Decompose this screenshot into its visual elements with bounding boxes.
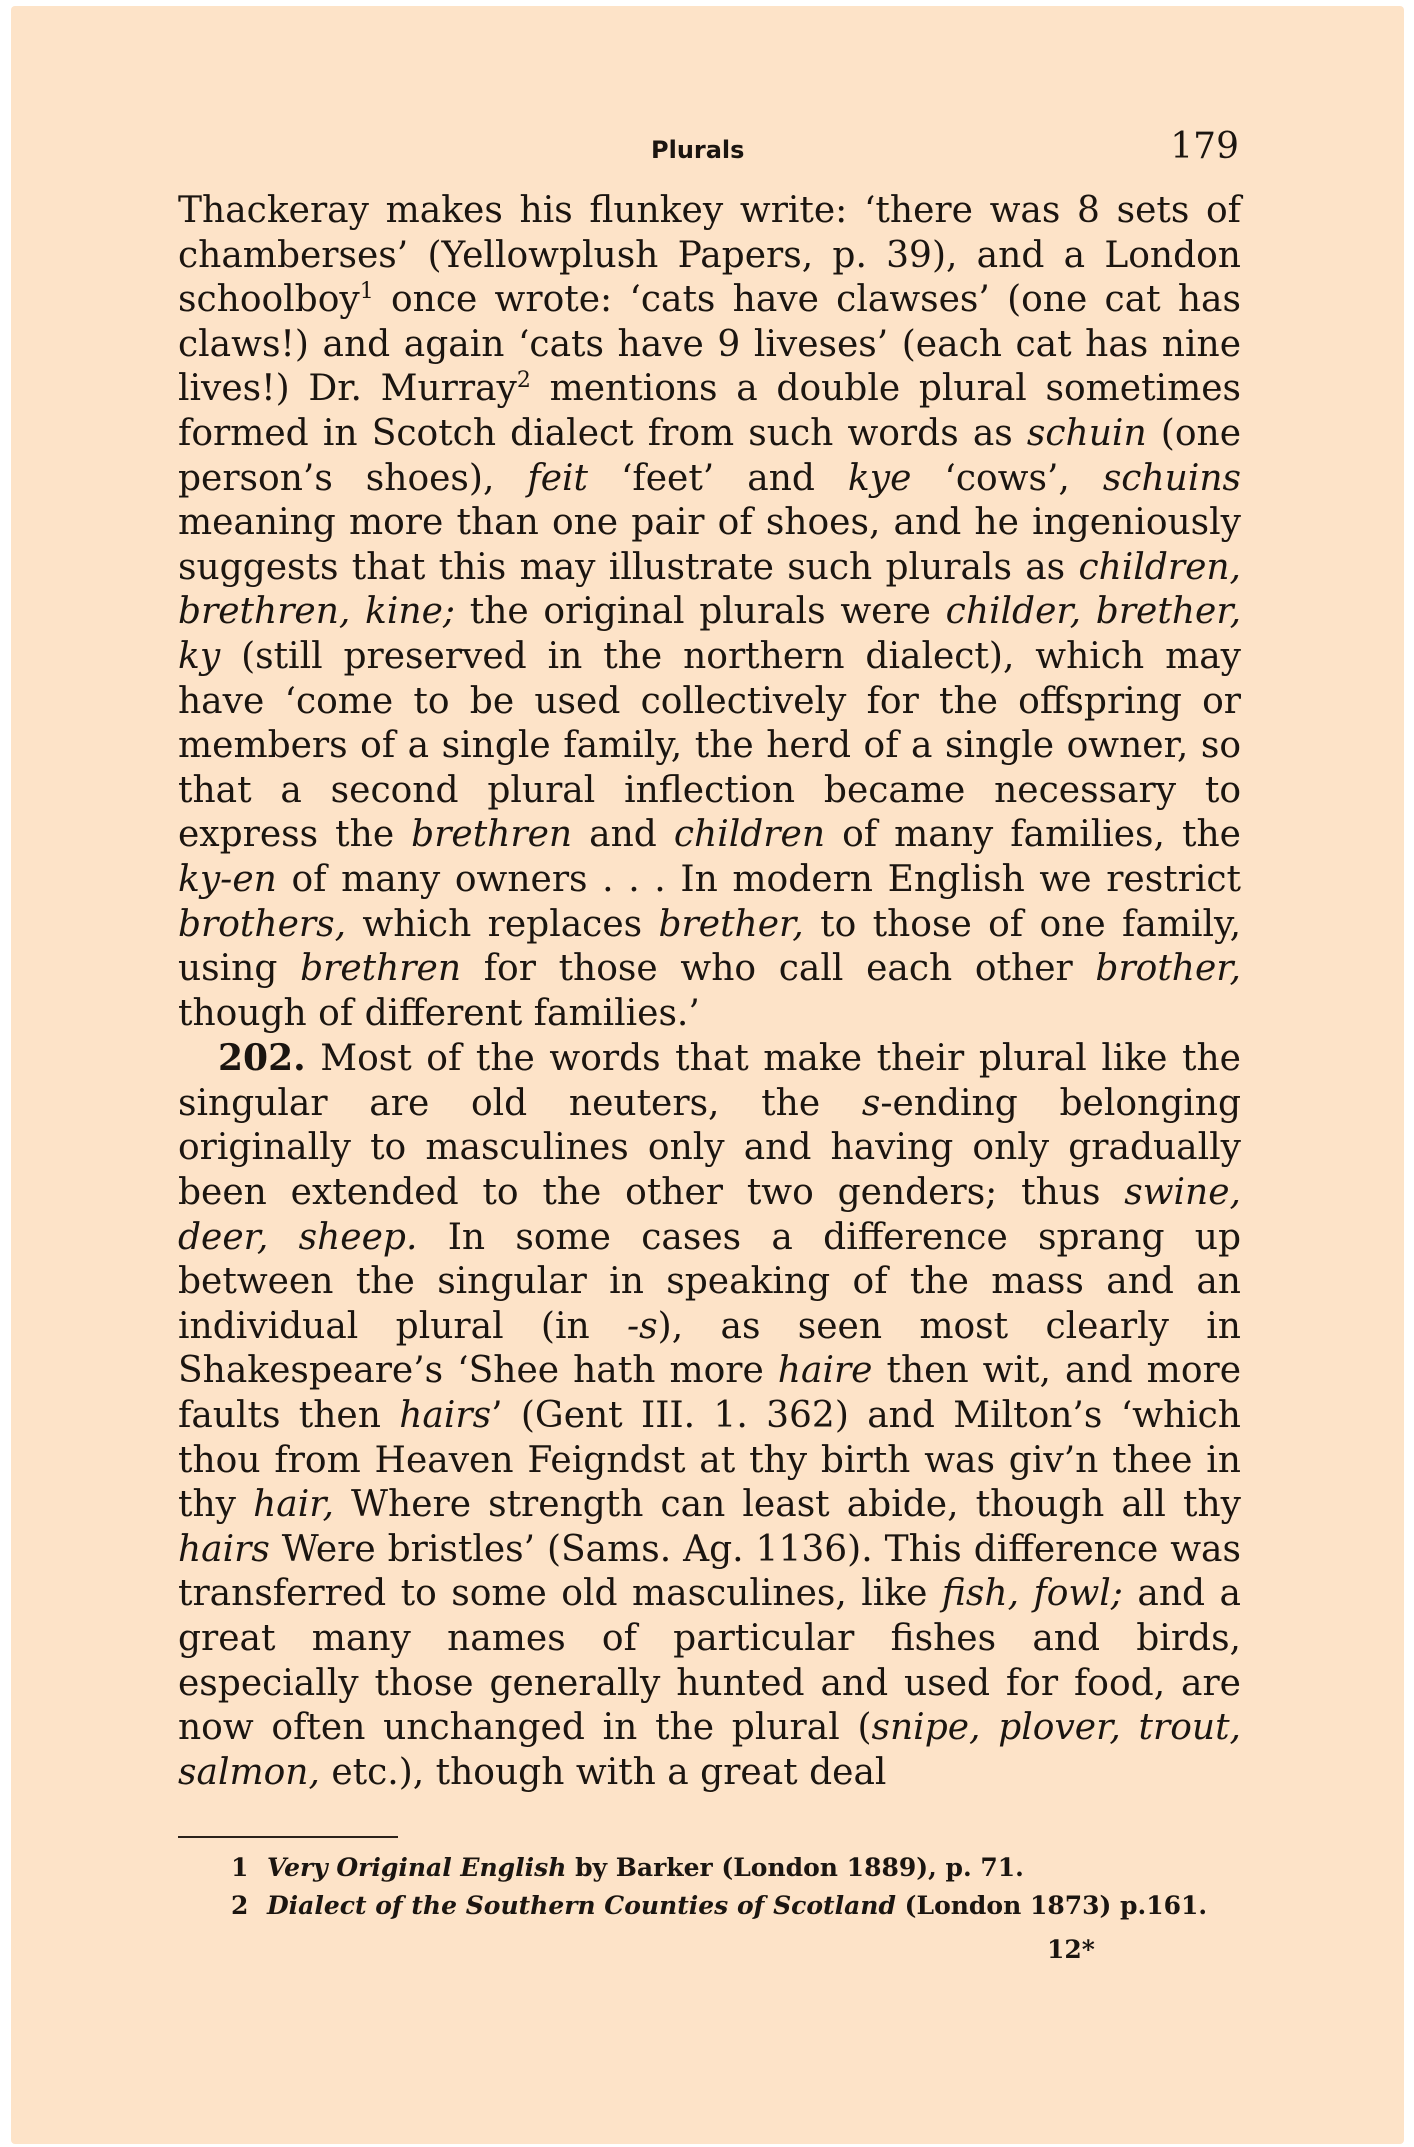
italic-term: haire — [777, 1350, 873, 1392]
italic-term: snipe, plover, trout, salmon, — [178, 1707, 1241, 1793]
text-run: then wit, and more faults then — [178, 1350, 1241, 1437]
footnote-rule — [178, 1836, 398, 1838]
text-run: (still preserved in the northern dialect), which may have ‘come to be used collectively for the offspring or members of a single family, the herd of a single owner, so that a second plural inflection became necessary to express the — [178, 635, 1241, 856]
continued-paragraph — [178, 189, 1241, 1036]
book-page — [11, 6, 1404, 2144]
italic-term: children — [673, 814, 826, 856]
italic-term: brothers, — [178, 903, 347, 945]
text-run: ‘feet’ and — [587, 457, 848, 499]
footnote-ref: 1 — [359, 279, 374, 305]
page-number: 179 — [1170, 126, 1239, 167]
italic-term: children, brethren, kine; — [178, 546, 1241, 633]
footnote-text: by Barker (London 1889), p. 71. — [566, 1853, 1024, 1882]
footnote-text: (London 1873) p.161. — [895, 1891, 1208, 1920]
footnote-2 — [231, 1887, 1241, 1925]
text-run: once wrote: ‘cats have clawses’ (one cat has claws!) and again ‘cats have 9 liveses’ (each cat has nine lives!) Dr. Murray — [178, 279, 1241, 410]
italic-term: brethren — [411, 814, 573, 856]
text-run: meaning more than one pair of shoes, and he ingeniously suggests that this may illustrate such plurals as — [178, 502, 1241, 588]
text-run: -ending belonging originally to masculines only and having only gradually been extended to the other two genders; thus — [178, 1082, 1242, 1214]
text-run: which replaces — [346, 903, 659, 945]
italic-term: ky-en — [178, 858, 277, 900]
text-run: to those of one family, using — [178, 903, 1242, 990]
italic-term: s — [861, 1082, 881, 1124]
italic-term: hair, — [253, 1484, 334, 1526]
text-run: ‘cows’, — [911, 457, 1103, 499]
italic-term: schuins — [1102, 457, 1241, 499]
section-paragraph — [178, 1036, 1241, 1795]
text-run: of many families, the — [825, 814, 1241, 856]
italic-term: -s — [627, 1305, 658, 1347]
text-run: ), as seen most clearly in Shakespeare’s ‘Shee hath more — [178, 1305, 1241, 1392]
italic-term: swine, deer, sheep. — [178, 1172, 1241, 1258]
footnote-1 — [231, 1849, 1241, 1887]
text-run: and — [572, 814, 674, 856]
italic-term: brether, — [658, 903, 804, 945]
italic-term: brethren — [300, 948, 462, 990]
page-header — [11, 126, 1404, 168]
text-run: mentions a double plural sometimes formed in Scotch dialect from such words as — [178, 368, 1241, 454]
italic-term: hairs — [178, 1528, 270, 1570]
italic-term: schuin — [1026, 412, 1147, 454]
text-run: Most of the words that make their plural like the singular are old neuters, the — [178, 1038, 1241, 1124]
text-run: etc.), though with a great deal — [319, 1751, 887, 1793]
text-run: ’ (Gent III. 1. 362) and Milton’s ‘which thou from Heaven Feigndst at thy birth was giv’n thee in thy — [178, 1395, 1241, 1526]
text-run: Thackeray makes his flunkey write: ‘there was 8 sets of chamberses’ (Yellowplush Papers, p. 39), and a London schoolboy — [178, 190, 1241, 321]
text-run: (one person’s shoes), — [178, 412, 1242, 499]
footnote-number: 2 — [231, 1891, 249, 1920]
signature-mark: 12* — [1047, 1935, 1095, 1964]
text-run: though of different families.’ — [178, 992, 700, 1034]
footnote-ref: 2 — [516, 368, 531, 394]
text-run: of many owners . . . In modern English we restrict — [276, 858, 1241, 900]
text-run: for those who call each other — [461, 948, 1096, 990]
text-run: the original plurals were — [455, 591, 946, 633]
italic-term: feit — [527, 457, 588, 499]
italic-term: fish, fowl; — [941, 1573, 1123, 1615]
footnote-number: 1 — [231, 1853, 249, 1882]
italic-term: hairs — [399, 1395, 492, 1437]
running-head: Plurals — [651, 136, 745, 164]
text-run: In some cases a difference sprang up between the singular in speaking of the mass and an individual plural (in — [178, 1216, 1241, 1347]
footnote-title: Very Original English — [267, 1853, 567, 1882]
text-run: Where strength can least abide, though all thy — [333, 1484, 1241, 1526]
section-number: 202. — [218, 1037, 306, 1080]
italic-term: childer, brether, ky — [178, 591, 1242, 677]
text-run: and a great many names of particular fishes and birds, especially those generally hunted and used for food, are now often unchanged in the plural ( — [178, 1573, 1242, 1749]
body-text — [178, 189, 1241, 1795]
italic-term: brother, — [1095, 948, 1241, 990]
text-run: Were bristles’ (Sams. Ag. 1136). This difference was transferred to some old masculines, like — [178, 1528, 1241, 1615]
italic-term: kye — [847, 457, 912, 499]
footnotes — [231, 1849, 1241, 1925]
footnote-title: Dialect of the Southern Counties of Scotland — [267, 1891, 896, 1920]
